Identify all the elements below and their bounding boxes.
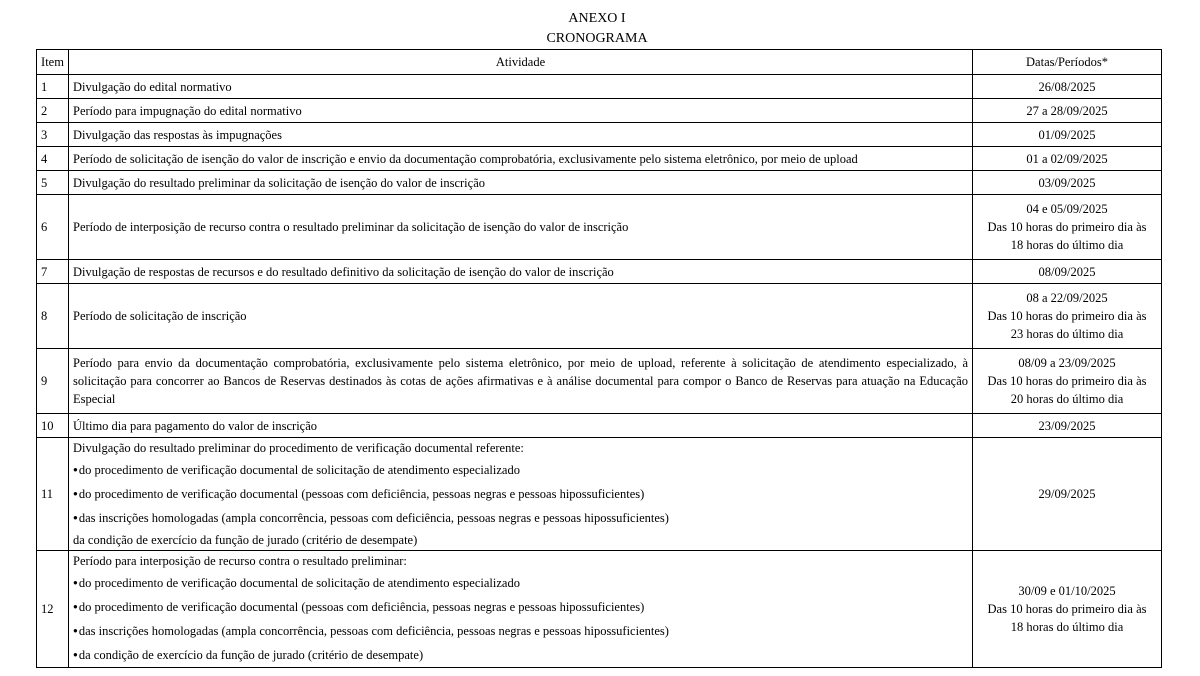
row-item: 7 — [37, 260, 69, 284]
table-row — [37, 147, 1162, 171]
row-item: 5 — [37, 171, 69, 195]
row-date: 03/09/2025 — [973, 171, 1162, 195]
table-row — [37, 349, 1162, 414]
date-time-start: Das 10 horas do primeiro dia às — [987, 374, 1147, 388]
row-date — [973, 284, 1162, 349]
date-time-end: 23 horas do último dia — [1010, 327, 1124, 341]
row-date: 01/09/2025 — [973, 123, 1162, 147]
date-time-end: 18 horas do último dia — [1010, 238, 1124, 252]
date-time-end: 20 horas do último dia — [1010, 392, 1124, 406]
row-activity — [69, 438, 973, 551]
activity-bullet: ● das inscrições homologadas (ampla concorrência, pessoas com deficiência, pessoas negras e pessoas hipossuficientes) — [73, 619, 968, 643]
activity-intro: Divulgação do resultado preliminar do procedimento de verificação documental referente: — [73, 441, 524, 455]
row-activity: Período para envio da documentação comprobatória, exclusivamente pelo sistema eletrônico, por meio de upload, referente à solicitação de atendimento especializado, à solicitação para concorrer ao Bancos de Reservas destinados às cotas de ações afirmativas e à análise documental para compor o Banco de Reservas para atuação na Educação Especial — [69, 349, 973, 414]
activity-bullet: ● das inscrições homologadas (ampla concorrência, pessoas com deficiência, pessoas negras e pessoas hipossuficientes) — [73, 506, 968, 530]
row-item: 9 — [37, 349, 69, 414]
row-date: 08/09/2025 — [973, 260, 1162, 284]
date-range: 08/09 a 23/09/2025 — [1018, 356, 1116, 370]
row-item: 10 — [37, 414, 69, 438]
row-activity — [69, 551, 973, 668]
activity-bullet: ● da condição de exercício da função de jurado (critério de desempate) — [73, 643, 968, 667]
row-item: 12 — [37, 551, 69, 668]
row-activity: Último dia para pagamento do valor de inscrição — [69, 414, 973, 438]
table-row — [37, 195, 1162, 260]
row-item: 8 — [37, 284, 69, 349]
schedule-table — [36, 49, 1162, 668]
date-time-start: Das 10 horas do primeiro dia às — [987, 602, 1147, 616]
date-time-end: 18 horas do último dia — [1010, 620, 1124, 634]
row-date — [973, 551, 1162, 668]
table-row — [37, 171, 1162, 195]
page-title: CRONOGRAMA — [546, 31, 648, 46]
table-row — [37, 99, 1162, 123]
table-row — [37, 284, 1162, 349]
row-date: 29/09/2025 — [973, 438, 1162, 551]
row-date: 23/09/2025 — [973, 414, 1162, 438]
row-item: 11 — [37, 438, 69, 551]
date-time-start: Das 10 horas do primeiro dia às — [987, 309, 1147, 323]
table-row — [37, 438, 1162, 551]
table-row — [37, 414, 1162, 438]
row-item: 1 — [37, 75, 69, 99]
row-date — [973, 349, 1162, 414]
activity-bullet: ● do procedimento de verificação documental (pessoas com deficiência, pessoas negras e pessoas hipossuficientes) — [73, 595, 968, 619]
row-item: 4 — [37, 147, 69, 171]
row-date — [973, 195, 1162, 260]
row-activity: Período para impugnação do edital normativo — [69, 99, 973, 123]
row-item: 2 — [37, 99, 69, 123]
row-activity: Divulgação do edital normativo — [69, 75, 973, 99]
row-activity: Divulgação de respostas de recursos e do resultado definitivo da solicitação de isenção do valor de inscrição — [69, 260, 973, 284]
table-row — [37, 123, 1162, 147]
table-row — [37, 75, 1162, 99]
header-activity: Atividade — [69, 50, 973, 75]
header-dates: Datas/Períodos* — [973, 50, 1162, 75]
row-activity: Período de solicitação de inscrição — [69, 284, 973, 349]
row-activity: Divulgação das respostas às impugnações — [69, 123, 973, 147]
activity-bullet: ● do procedimento de verificação documental (pessoas com deficiência, pessoas negras e pessoas hipossuficientes) — [73, 482, 968, 506]
table-row — [37, 260, 1162, 284]
header-item: Item — [37, 50, 69, 75]
row-date: 26/08/2025 — [973, 75, 1162, 99]
row-date: 27 a 28/09/2025 — [973, 99, 1162, 123]
row-activity: Divulgação do resultado preliminar da solicitação de isenção do valor de inscrição — [69, 171, 973, 195]
date-range: 08 a 22/09/2025 — [1026, 291, 1108, 305]
date-time-start: Das 10 horas do primeiro dia às — [987, 220, 1147, 234]
annex-heading: ANEXO I — [568, 11, 626, 26]
date-range: 04 e 05/09/2025 — [1026, 202, 1108, 216]
activity-bullet: ● do procedimento de verificação documental de solicitação de atendimento especializado — [73, 571, 968, 595]
row-item: 3 — [37, 123, 69, 147]
table-row — [37, 551, 1162, 668]
row-item: 6 — [37, 195, 69, 260]
activity-intro: Período para interposição de recurso contra o resultado preliminar: — [73, 554, 407, 568]
date-range: 30/09 e 01/10/2025 — [1018, 584, 1116, 598]
activity-bullet: ● do procedimento de verificação documental de solicitação de atendimento especializado — [73, 458, 968, 482]
row-activity: Período de interposição de recurso contra o resultado preliminar da solicitação de isenção do valor de inscrição — [69, 195, 973, 260]
row-activity: Período de solicitação de isenção do valor de inscrição e envio da documentação comprobatória, exclusivamente pelo sistema eletrônico, por meio de upload — [69, 147, 973, 171]
row-date: 01 a 02/09/2025 — [973, 147, 1162, 171]
activity-tail: da condição de exercício da função de jurado (critério de desempate) — [73, 533, 418, 547]
table-header-row — [37, 50, 1162, 75]
